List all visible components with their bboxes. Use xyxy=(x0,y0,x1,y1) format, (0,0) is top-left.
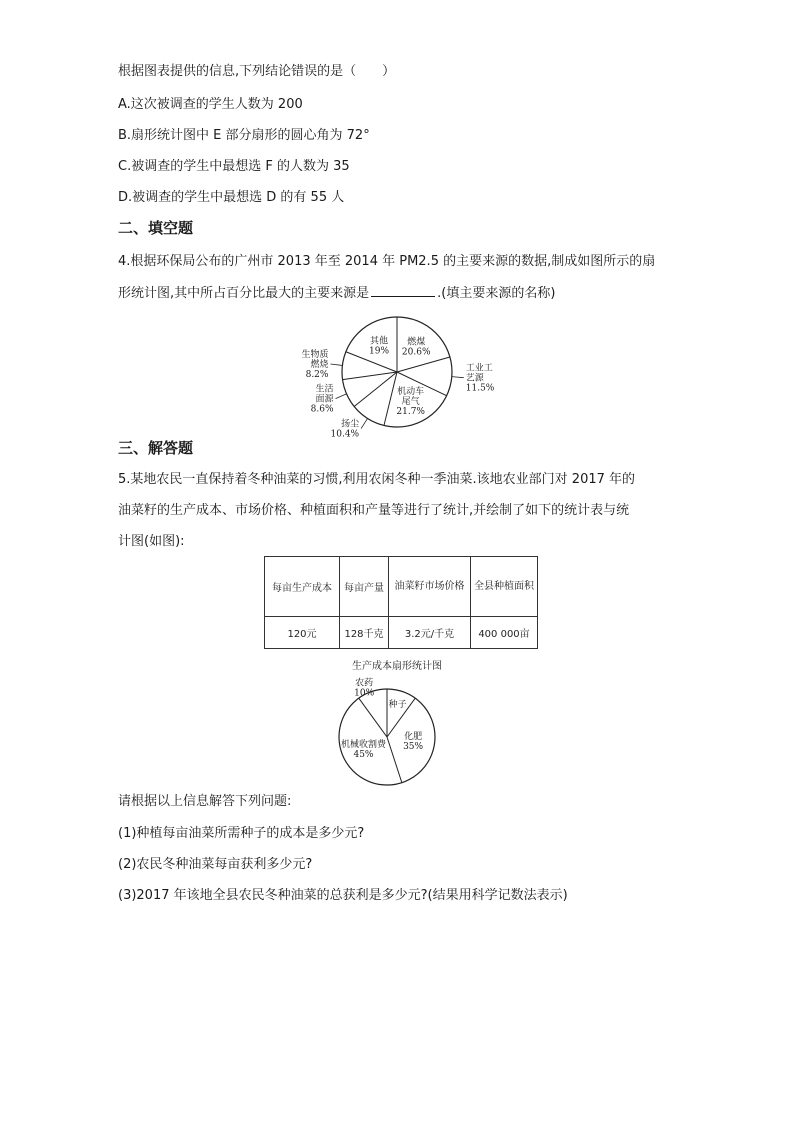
table-cell: 400 000亩 xyxy=(471,617,538,649)
q3-option-b: B.扇形统计图中 E 部分扇形的圆心角为 72° xyxy=(118,128,370,143)
table-cell: 3.2元/千克 xyxy=(389,617,471,649)
production-cost-pie-chart xyxy=(325,677,455,787)
section-heading-answer: 三、解答题 xyxy=(118,439,194,457)
cost-pie-chart-title: 生产成本扇形统计图 xyxy=(352,661,442,672)
q5-text-line1: 5.某地农民一直保持着冬种油菜的习惯,利用农闲冬种一季油菜.该地农业部门对 2017 年的 xyxy=(118,472,636,487)
q3-option-d: D.被调查的学生中最想选 D 的有 55 人 xyxy=(118,190,345,205)
slice-label-slice-6: 生物质燃烧 8.2% xyxy=(301,350,329,381)
slice-label-slice-3: 机动车尾气 21.7% xyxy=(396,386,425,417)
answer-blank[interactable] xyxy=(371,283,435,297)
slice-label-slice-2: 工业工艺源 11.5% xyxy=(465,363,495,394)
q5-prompt: 请根据以上信息解答下列问题: xyxy=(118,794,292,809)
leader-line xyxy=(330,364,342,365)
q5-sub-question-3: (3)2017 年该地全县农民冬种油菜的总获利是多少元?(结果用科学记数法表示) xyxy=(118,888,568,903)
q5-sub-question-2: (2)农民冬种油菜每亩获利多少元? xyxy=(118,857,313,872)
production-stats-table xyxy=(264,556,538,649)
table-header-cell: 油菜籽市场价格 xyxy=(389,557,471,617)
slice-label-slice-2: 化肥 35% xyxy=(403,732,424,753)
slice-label-slice-7: 其他 19% xyxy=(369,336,390,357)
table-cell: 120元 xyxy=(265,617,340,649)
leader-line xyxy=(336,394,347,399)
q4-text-before-blank: 形统计图,其中所占百分比最大的主要来源是 xyxy=(118,286,370,301)
slice-label-slice-3: 机械收割费 45% xyxy=(340,739,386,760)
leader-line xyxy=(361,418,367,428)
leader-line xyxy=(452,377,464,378)
q4-text-after-blank: .(填主要来源的名称) xyxy=(437,286,556,301)
q5-text-line2: 油菜籽的生产成本、市场价格、种植面积和产量等进行了统计,并绘制了如下的统计表与统 xyxy=(118,503,630,518)
q3-option-a: A.这次被调查的学生人数为 200 xyxy=(118,97,303,112)
table-header-row xyxy=(265,557,538,617)
q5-text-line3: 计图(如图): xyxy=(118,534,185,549)
pm25-sources-pie-chart xyxy=(290,310,510,440)
table-header-cell: 全县种植面积 xyxy=(471,557,538,617)
table-row xyxy=(265,617,538,649)
q5-sub-question-1: (1)种植每亩油菜所需种子的成本是多少元? xyxy=(118,826,365,841)
slice-label-slice-5: 生活面源 8.6% xyxy=(310,384,334,415)
q4-text-line2 xyxy=(118,283,555,304)
slice-label-slice-1: 燃煤 20.6% xyxy=(401,337,431,358)
table-cell: 128千克 xyxy=(340,617,389,649)
slice-label-slice-4: 扬尘 10.4% xyxy=(330,419,360,440)
q3-stem: 根据图表提供的信息,下列结论错误的是（ ） xyxy=(118,64,396,79)
q4-text-line1: 4.根据环保局公布的广州市 2013 年至 2014 年 PM2.5 的主要来源的数据,制成如图所示的扇 xyxy=(118,254,656,269)
slice-label-slice-4: 农药 10% xyxy=(354,678,375,699)
q3-option-c: C.被调查的学生中最想选 F 的人数为 35 xyxy=(118,159,350,174)
table-header-cell: 每亩生产成本 xyxy=(265,557,340,617)
table-header-cell: 每亩产量 xyxy=(340,557,389,617)
slice-label-slice-1: 种子 xyxy=(388,700,407,711)
section-heading-fill-blank: 二、填空题 xyxy=(118,219,194,237)
